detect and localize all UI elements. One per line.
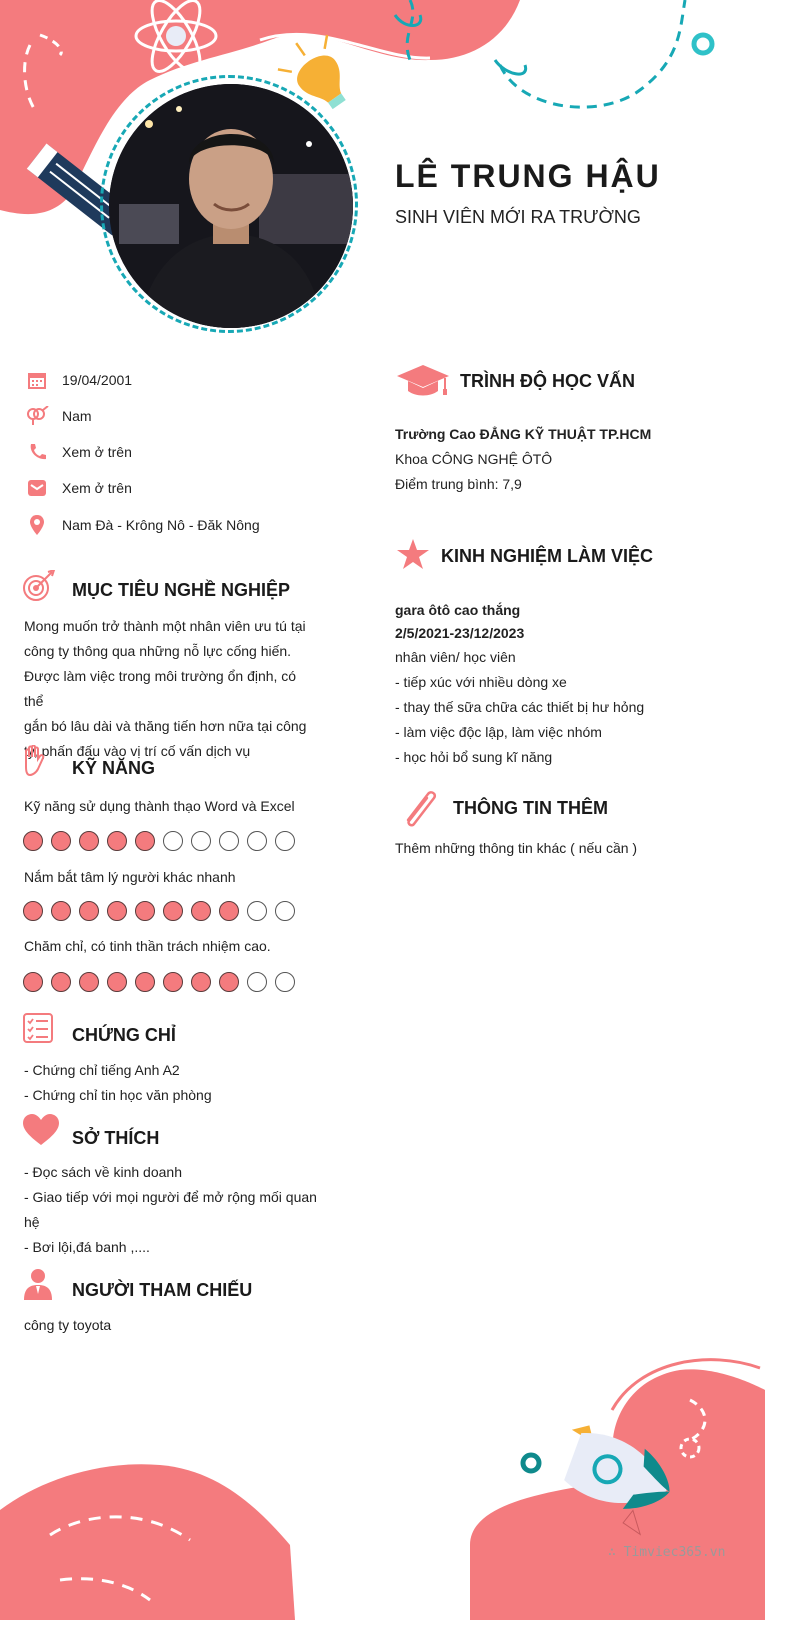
rating-dot-filled xyxy=(51,972,71,992)
rating-dot-empty xyxy=(247,831,267,851)
skill-rating xyxy=(23,972,303,992)
objective-text xyxy=(24,614,314,764)
work-period: 2/5/2021-23/12/2023 xyxy=(395,625,525,641)
candidate-title: SINH VIÊN MỚI RA TRƯỜNG xyxy=(395,207,641,227)
gpa-text: Điểm trung bình: 7,9 xyxy=(395,476,522,492)
education-title: TRÌNH ĐỘ HỌC VẤN xyxy=(460,371,635,391)
skill-label: Chăm chỉ, có tinh thần trách nhiệm cao. xyxy=(24,938,271,954)
candidate-name: LÊ TRUNG HẬU xyxy=(395,158,661,194)
email-icon xyxy=(24,477,50,499)
rating-dot-filled xyxy=(23,831,43,851)
extra-title: THÔNG TIN THÊM xyxy=(453,798,608,818)
paperclip-icon xyxy=(398,786,440,833)
checklist-icon xyxy=(22,1012,54,1049)
experience-title: KINH NGHIỆM LÀM VIỆC xyxy=(441,546,654,566)
extra-text: Thêm những thông tin khác ( nếu cần ) xyxy=(395,840,638,856)
skill-label: Kỹ năng sử dụng thành thạo Word và Excel xyxy=(24,798,295,814)
experience-line: - học hỏi bổ sung kĩ năng xyxy=(395,749,553,765)
rating-dot-filled xyxy=(107,831,127,851)
footer-decoration xyxy=(0,1340,765,1620)
rating-dot-empty xyxy=(247,901,267,921)
avatar xyxy=(109,84,353,328)
objective-line: công ty thông qua những nỗ lực cống hiến. xyxy=(24,643,292,659)
hobby-item: hệ xyxy=(24,1214,40,1230)
school-name: Trường Cao ĐẲNG KỸ THUẬT TP.HCM xyxy=(395,426,652,442)
hobby-item: - Đọc sách về kinh doanh xyxy=(24,1164,182,1180)
rating-dot-filled xyxy=(79,972,99,992)
watermark: ∴ Timviec365.vn xyxy=(608,1545,726,1560)
rating-dot-filled xyxy=(79,901,99,921)
rating-dot-filled xyxy=(51,901,71,921)
star-icon xyxy=(396,538,430,577)
rating-dot-empty xyxy=(275,901,295,921)
certificate-item: - Chứng chỉ tin học văn phòng xyxy=(24,1087,212,1103)
objective-title: MỤC TIÊU NGHỀ NGHIỆP xyxy=(72,580,291,600)
rating-dot-filled xyxy=(135,831,155,851)
rating-dot-empty xyxy=(247,972,267,992)
rating-dot-filled xyxy=(79,831,99,851)
gender-text: Nam xyxy=(62,408,92,424)
address-text: Nam Đà - Krông Nô - Đăk Nông xyxy=(62,517,260,533)
location-icon xyxy=(24,514,50,536)
certificate-item: - Chứng chỉ tiếng Anh A2 xyxy=(24,1062,180,1078)
skill-label: Nắm bắt tâm lý người khác nhanh xyxy=(24,869,236,885)
email-text: Xem ở trên xyxy=(62,480,132,496)
objective-line: Được làm việc trong môi trường ổn định, có thể xyxy=(24,668,297,709)
rating-dot-filled xyxy=(163,901,183,921)
experience-line: - thay thế sữa chữa các thiết bị hư hỏng xyxy=(395,699,645,715)
birthday-text: 19/04/2001 xyxy=(62,372,133,388)
company-name: gara ôtô cao thắng xyxy=(395,602,521,618)
references-title: NGƯỜI THAM CHIẾU xyxy=(72,1280,253,1300)
skill-rating xyxy=(23,901,303,921)
gender-icon xyxy=(24,405,50,427)
phone-icon xyxy=(24,441,50,463)
heart-icon xyxy=(22,1114,60,1151)
rating-dot-filled xyxy=(191,901,211,921)
rating-dot-empty xyxy=(275,831,295,851)
hobby-item: - Giao tiếp với mọi người để mở rộng mối quan xyxy=(24,1189,317,1205)
contact-address xyxy=(24,513,260,537)
faculty-name: Khoa CÔNG NGHỆ ÔTÔ xyxy=(395,451,553,467)
contact-email xyxy=(24,476,132,500)
contact-phone xyxy=(24,440,132,464)
objective-line: Mong muốn trở thành một nhân viên ưu tú tại xyxy=(24,618,306,634)
person-icon xyxy=(24,1268,52,1305)
skill-rating xyxy=(23,831,303,851)
rating-dot-filled xyxy=(107,972,127,992)
rating-dot-filled xyxy=(219,972,239,992)
phone-text: Xem ở trên xyxy=(62,444,132,460)
rating-dot-filled xyxy=(51,831,71,851)
certificates-title: CHỨNG CHỈ xyxy=(72,1025,176,1045)
rating-dot-empty xyxy=(219,831,239,851)
contact-birthday xyxy=(24,368,132,392)
skills-title: KỸ NĂNG xyxy=(72,758,156,778)
experience-line: - tiếp xúc với nhiều dòng xe xyxy=(395,674,567,690)
rating-dot-filled xyxy=(219,901,239,921)
rating-dot-filled xyxy=(107,901,127,921)
reference-item: công ty toyota xyxy=(24,1317,112,1333)
rating-dot-empty xyxy=(275,972,295,992)
rating-dot-filled xyxy=(23,972,43,992)
hand-icon xyxy=(22,745,48,782)
experience-line: nhân viên/ học viên xyxy=(395,649,516,665)
objective-line: gắn bó lâu dài và thăng tiến hơn nữa tại công xyxy=(24,718,307,734)
rating-dot-empty xyxy=(191,831,211,851)
hobbies-title: SỞ THÍCH xyxy=(72,1128,160,1148)
rating-dot-filled xyxy=(23,901,43,921)
rating-dot-filled xyxy=(163,972,183,992)
target-icon xyxy=(22,570,56,607)
graduation-cap-icon xyxy=(396,363,450,402)
rating-dot-empty xyxy=(163,831,183,851)
calendar-icon xyxy=(24,369,50,391)
hobby-item: - Bơi lội,đá banh ,.... xyxy=(24,1239,150,1255)
contact-gender xyxy=(24,404,92,428)
rating-dot-filled xyxy=(135,901,155,921)
experience-line: - làm việc độc lập, làm việc nhóm xyxy=(395,724,602,740)
rating-dot-filled xyxy=(191,972,211,992)
rating-dot-filled xyxy=(135,972,155,992)
objective-line: ty, phấn đấu vào vị trí cố vấn dịch vụ xyxy=(24,743,251,759)
